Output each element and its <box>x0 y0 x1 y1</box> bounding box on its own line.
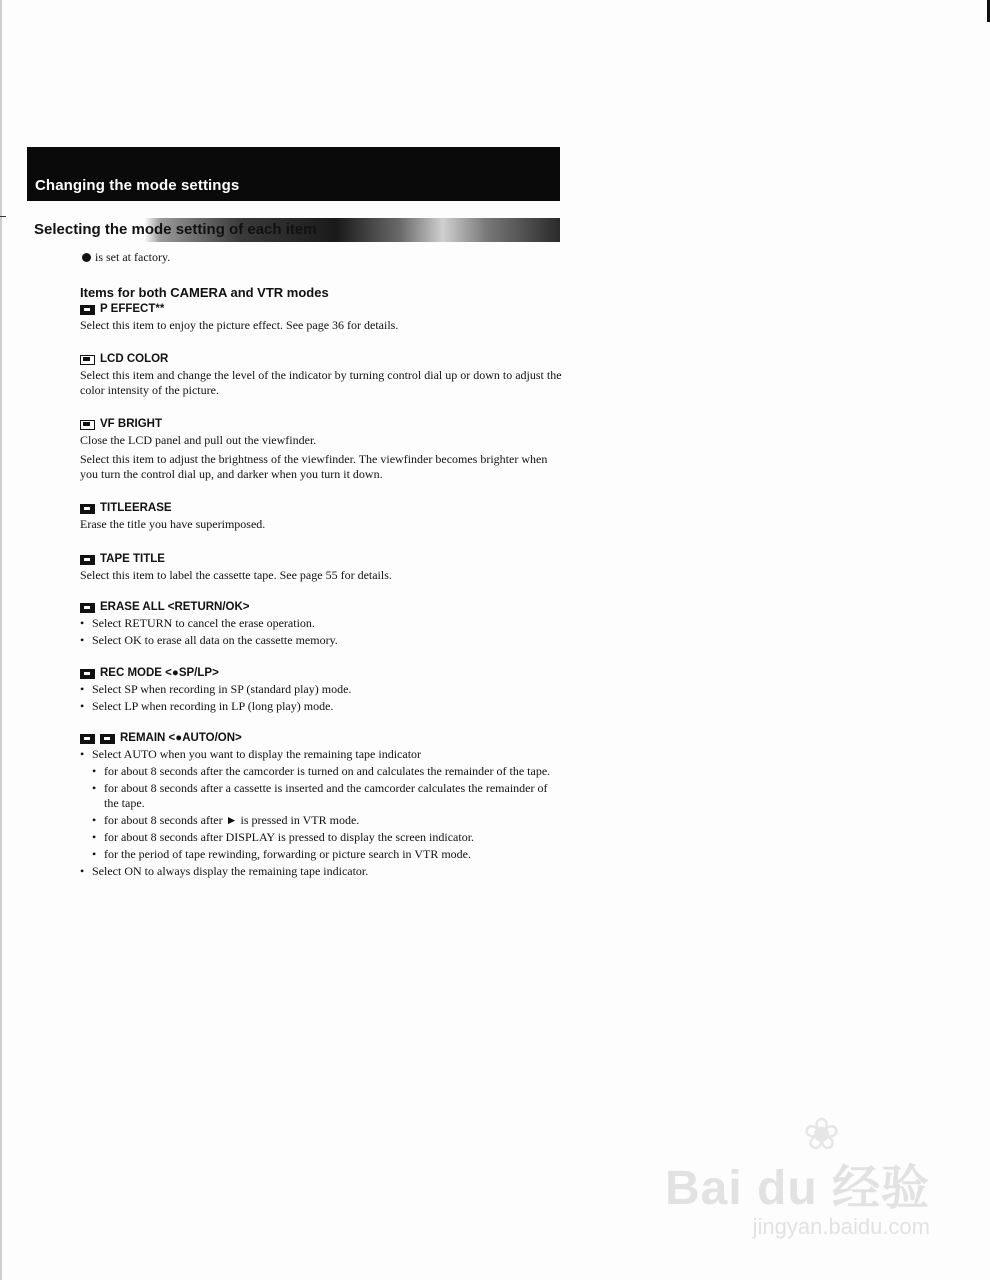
list-item: • Select RETURN to cancel the erase operation. <box>80 616 565 631</box>
camera-mode-icon <box>80 305 95 315</box>
factory-note-text: is set at factory. <box>95 250 171 264</box>
watermark <box>665 1149 930 1240</box>
page-edge <box>0 0 2 1280</box>
menu-item-remain <box>80 731 565 879</box>
menu-item-vf-bright <box>80 417 565 482</box>
menu-item-rec-mode <box>80 666 565 714</box>
lcd-icon <box>80 355 95 365</box>
item-description: Select this item to adjust the brightness of the viewfinder. The viewfinder becomes brighter when you turn the control dial up, and darker when you turn it down. <box>80 452 548 481</box>
watermark-main: Bai du 经验 <box>664 1162 930 1215</box>
list-item: • for about 8 seconds after ► is pressed in VTR mode. <box>92 813 565 828</box>
list-item: • Select SP when recording in SP (standard play) mode. <box>80 682 565 697</box>
item-description: Close the LCD panel and pull out the viewfinder. <box>80 433 317 447</box>
margin-tick <box>0 216 6 217</box>
item-title: TITLEERASE <box>100 502 172 514</box>
item-title: LCD COLOR <box>100 353 169 365</box>
menu-item-p-effect <box>80 302 565 333</box>
item-title: REMAIN <●AUTO/ON> <box>120 732 242 744</box>
item-title: VF BRIGHT <box>100 418 162 430</box>
menu-item-lcd-color <box>80 352 565 398</box>
cassette-memory-icon <box>80 603 95 613</box>
item-description: Select this item to enjoy the picture effect. See page 36 for details. <box>80 318 399 332</box>
list-item: • Select ON to always display the remaining tape indicator. <box>80 864 565 879</box>
list-item: • Select AUTO when you want to display the remaining tape indicator <box>80 747 565 762</box>
cassette-memory-icon <box>80 555 95 565</box>
item-title: TAPE TITLE <box>100 553 165 565</box>
tape-icon <box>80 669 95 679</box>
subsection-header-bar <box>27 218 560 242</box>
list-item: • for the period of tape rewinding, forwarding or picture search in VTR mode. <box>92 847 565 862</box>
menu-item-erase-all <box>80 600 565 648</box>
menu-item-titleerase <box>80 501 565 532</box>
item-title: ERASE ALL <RETURN/OK> <box>100 601 250 613</box>
section-heading: Items for both CAMERA and VTR modes <box>80 285 329 300</box>
page-title: Changing the mode settings <box>35 177 240 194</box>
item-description: Erase the title you have superimposed. <box>80 517 266 531</box>
list-item: • Select OK to erase all data on the cassette memory. <box>80 633 565 648</box>
tape-icon <box>80 734 95 744</box>
subsection-title: Selecting the mode setting of each item <box>34 221 317 238</box>
item-description: Select this item and change the level of the indicator by turning control dial up or down to adjust the color intensity of the picture. <box>80 368 562 397</box>
item-title: REC MODE <●SP/LP> <box>100 667 219 679</box>
list-item: • for about 8 seconds after a cassette is inserted and the camcorder calculates the remainder of the tape. <box>92 781 565 811</box>
list-item: • Select LP when recording in LP (long play) mode. <box>80 699 565 714</box>
cassette-memory-icon <box>80 504 95 514</box>
paw-logo-icon: ❀ <box>803 1110 840 1159</box>
section-header-bar <box>27 147 560 201</box>
list-item: • for about 8 seconds after the camcorder is turned on and calculates the remainder of the tape. <box>92 764 565 779</box>
item-title: P EFFECT** <box>100 303 165 315</box>
factory-note <box>82 250 170 265</box>
watermark-url: jingyan.baidu.com <box>752 1214 930 1239</box>
factory-default-dot-icon <box>82 253 91 262</box>
viewfinder-icon <box>80 420 95 430</box>
tape-icon <box>100 734 115 744</box>
item-description: Select this item to label the cassette tape. See page 55 for details. <box>80 568 392 582</box>
list-item: • for about 8 seconds after DISPLAY is pressed to display the screen indicator. <box>92 830 565 845</box>
menu-item-tape-title <box>80 552 565 583</box>
